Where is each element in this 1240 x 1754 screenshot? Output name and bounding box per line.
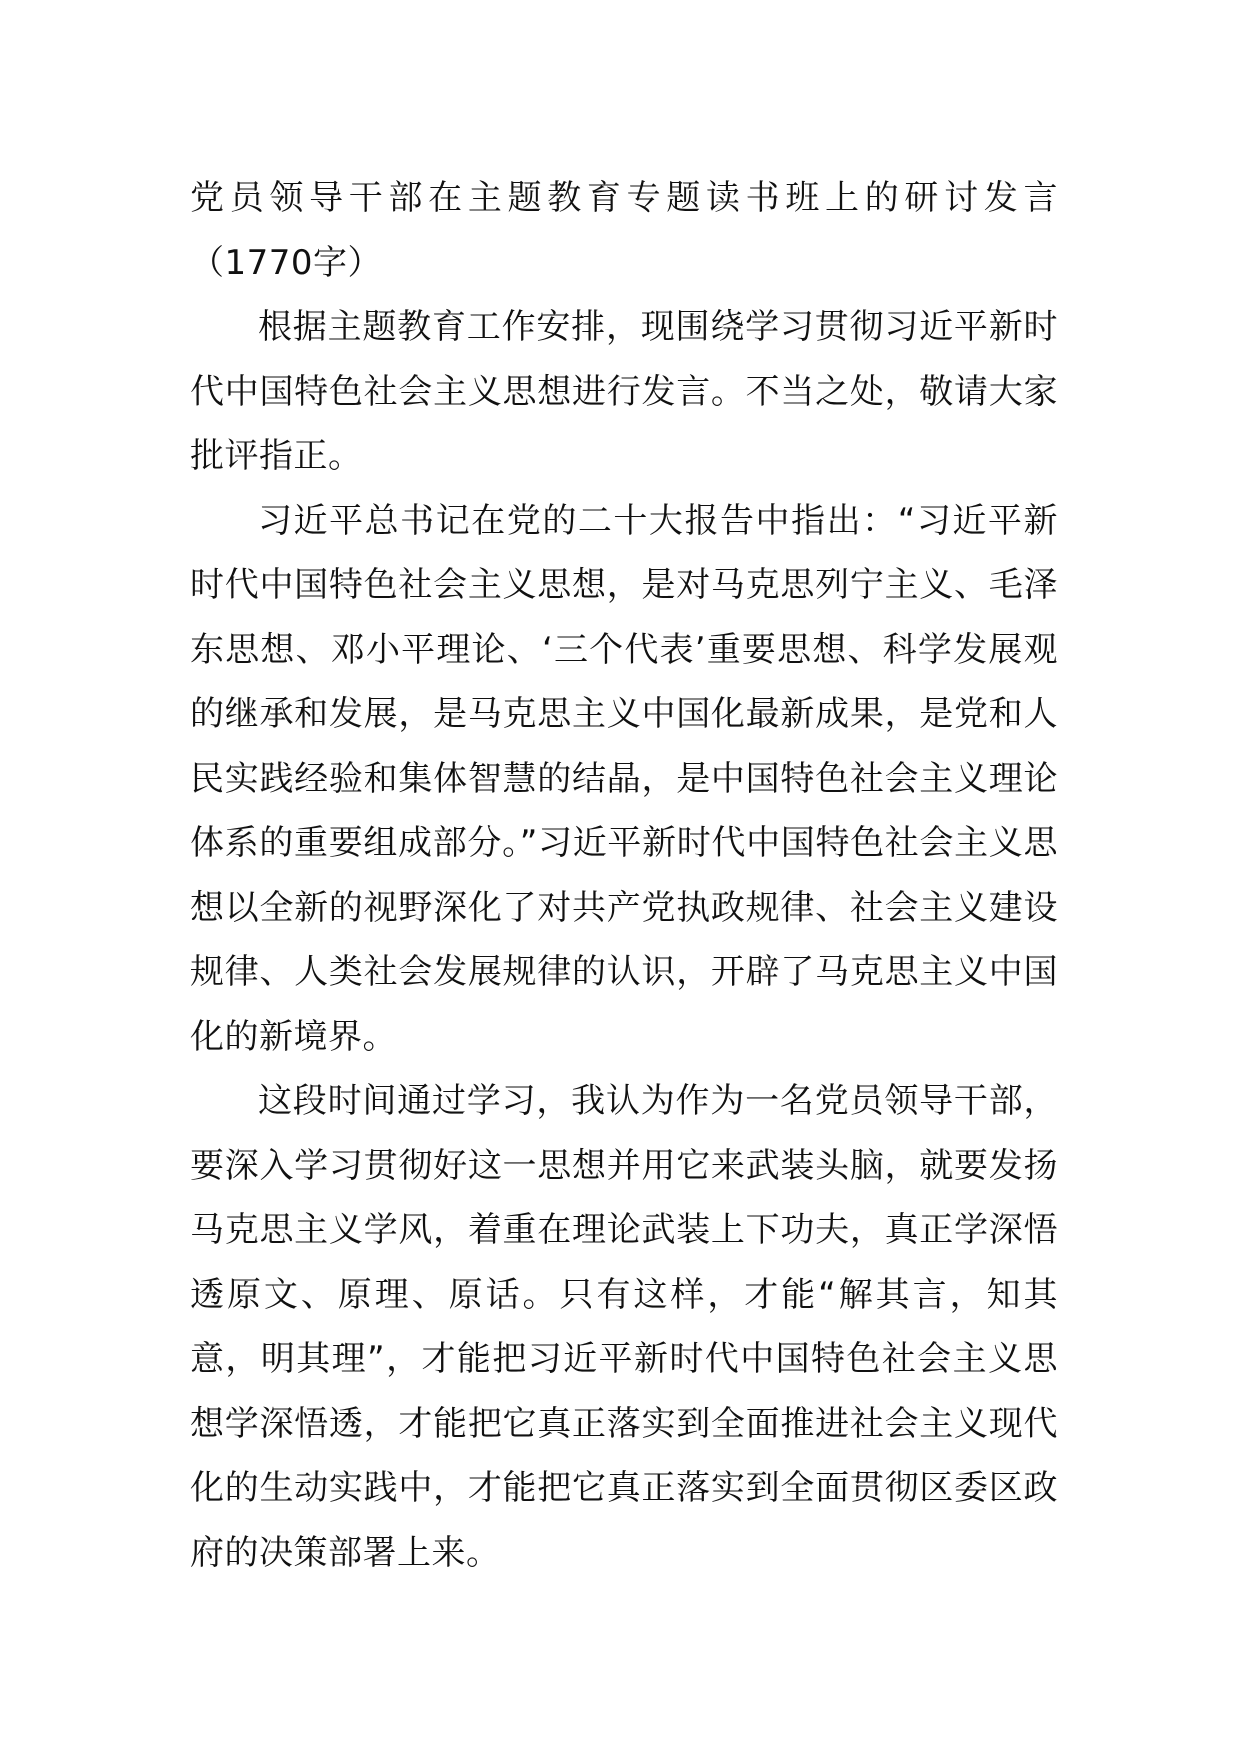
document-title: 党员领导干部在主题教育专题读书班上的研讨发言（1770字） xyxy=(190,178,1058,283)
document-page xyxy=(190,166,1058,1585)
paragraph-1: 根据主题教育工作安排，现围绕学习贯彻习近平新时代中国特色社会主义思想进行发言。不当之处，敬请大家批评指正。 xyxy=(190,307,1058,476)
paragraph-3: 这段时间通过学习，我认为作为一名党员领导干部，要深入学习贯彻好这一思想并用它来武装头脑，就要发扬马克思主义学风，着重在理论武装上下功夫，真正学深悟透原文、原理、原话。只有这样，才能“解其言，知其意，明其理”，才能把习近平新时代中国特色社会主义思想学深悟透，才能把它真正落实到全面推进社会主义现代化的生动实践中，才能把它真正落实到全面贯彻区委区政府的决策部署上来。 xyxy=(190,1081,1058,1573)
paragraph-2: 习近平总书记在党的二十大报告中指出：“习近平新时代中国特色社会主义思想，是对马克思列宁主义、毛泽东思想、邓小平理论、‘三个代表’重要思想、科学发展观的继承和发展，是马克思主义中国化最新成果，是党和人民实践经验和集体智慧的结晶，是中国特色社会主义理论体系的重要组成部分。”习近平新时代中国特色社会主义思想以全新的视野深化了对共产党执政规律、社会主义建设规律、人类社会发展规律的认识，开辟了马克思主义中国化的新境界。 xyxy=(190,500,1058,1057)
